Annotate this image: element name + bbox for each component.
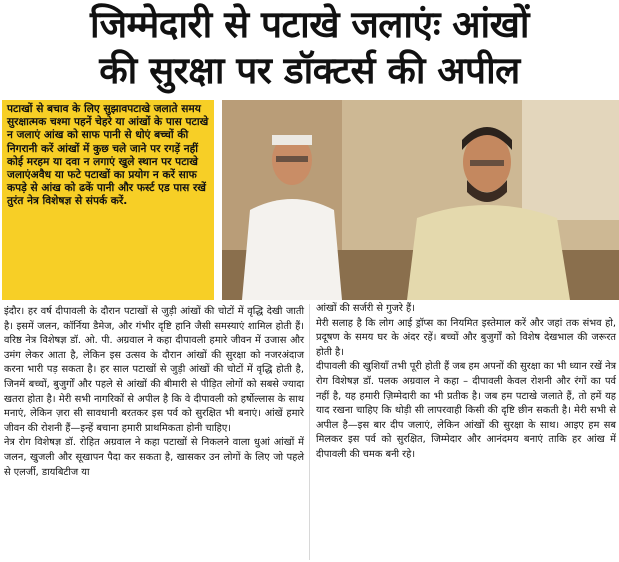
article-paragraph: मेरी सलाह है कि लोग आई ड्रॉप्स का नियमित इस्तेमाल करें और जहां तक संभव हो, प्रदूषण के समय घर के अंदर रहें। बच्चों और बुजुर्गों को विशेष देखभाल की जरूरत होती है।	[316, 317, 616, 358]
article-right-column	[316, 302, 616, 463]
safety-tips-text: पटाखों से बचाव के लिए सुझावपटाखे जलाते समय सुरक्षात्मक चश्मा पहनें चेहरे या आंखों के पास पटाखे न जलाएं आंख को साफ पानी से धोएं बच्चों की निगरानी करें आंखों में कुछ चले जाने पर रगड़ें नहीं कोई मरहम या दवा न लगाएं खुले स्थान पर पटाखे जलाएंअवैध या फटे पटाखों का प्रयोग न करें साफ कपड़े से आंख को ढकें पानी और फर्स्ट एड पास रखें तुरंत नेत्र विशेषज्ञ से संपर्क करें.	[7, 103, 209, 208]
headline-line-1: जिम्मेदारी से पटाखे जलाएंः आंखों	[90, 3, 529, 46]
headline	[0, 2, 619, 94]
article-paragraph: आंखों की सर्जरी से गुजरे हैं।	[316, 303, 415, 314]
safety-tips-box	[2, 100, 214, 300]
article-paragraph: दीपावली की खुशियाँ तभी पूरी होती हैं जब हम अपनों की सुरक्षा का भी ध्यान रखें नेत्र रोग विशेषज्ञ डॉ. पलक अग्रवाल ने कहा – दीपावली केवल रोशनी और रंगों का पर्व नहीं है, यह हमारी ज़िम्मेदारी का भी प्रतीक है। जब हम पटाखे जलाते हैं, तो हमें यह याद रखना चाहिए कि थोड़ी सी लापरवाही किसी की दृष्टि छीन सकती है। मेरी सभी से अपील है—इस बार दीप जलाएं, लेकिन आंखों की सुरक्षा के साथ। आइए हम सब मिलकर इस पर्व को सुरक्षित, जिम्मेदार और आनंदमय बनाएं ताकि हर आंख में दीपावली की चमक बनी रहे।	[316, 361, 616, 460]
article-left-column	[4, 305, 304, 480]
column-divider	[309, 304, 310, 560]
headline-line-2: की सुरक्षा पर डॉक्टर्स की अपील	[99, 49, 520, 92]
article-paragraph: नेत्र रोग विशेषज्ञ डॉ. रोहित अग्रवाल ने कहा पटाखों से निकलने वाला धुआं आंखों में जलन, खुजली और सूखापन पैदा कर सकता है, खासकर उन लोगों के लिए जो पहले से एलर्जी, डायबिटीज या	[4, 437, 304, 478]
doctors-photo	[222, 100, 619, 300]
article-paragraph: इंदौर। हर वर्ष दीपावली के दौरान पटाखों से जुड़ी आंखों की चोटों में वृद्धि देखी जाती है। इसमें जलन, कॉर्निया डैमेज, और गंभीर दृष्टि हानि जैसी समस्याएं शामिल होती हैं। वरिष्ठ नेत्र विशेषज्ञ डॉ. ओ. पी. अग्रवाल ने कहा दीपावली हमारे जीवन में उजास और उमंग लेकर आता है, लेकिन इस उत्सव के दौरान आंखों की सुरक्षा को नजरअंदाज करना भारी पड़ सकता है। हर साल पटाखों से जुड़ी आंखों की चोटों में वृद्धि होती है, जिनमें बच्चों, बुजुर्गों और पहले से आंखों की बीमारी से पीड़ित लोगों को सबसे ज्यादा खतरा होता है। मेरी सभी नागरिकों से अपील है कि वे दीपावली को हर्षोल्लास के साथ मनाएं, लेकिन ज़रा सी सावधानी बरतकर इस पर्व को सुरक्षित भी बनाएं। आंखें हमारे जीवन की रोशनी हैं—इन्हें बचाना हमारी प्राथमिकता होनी चाहिए।	[4, 306, 304, 434]
